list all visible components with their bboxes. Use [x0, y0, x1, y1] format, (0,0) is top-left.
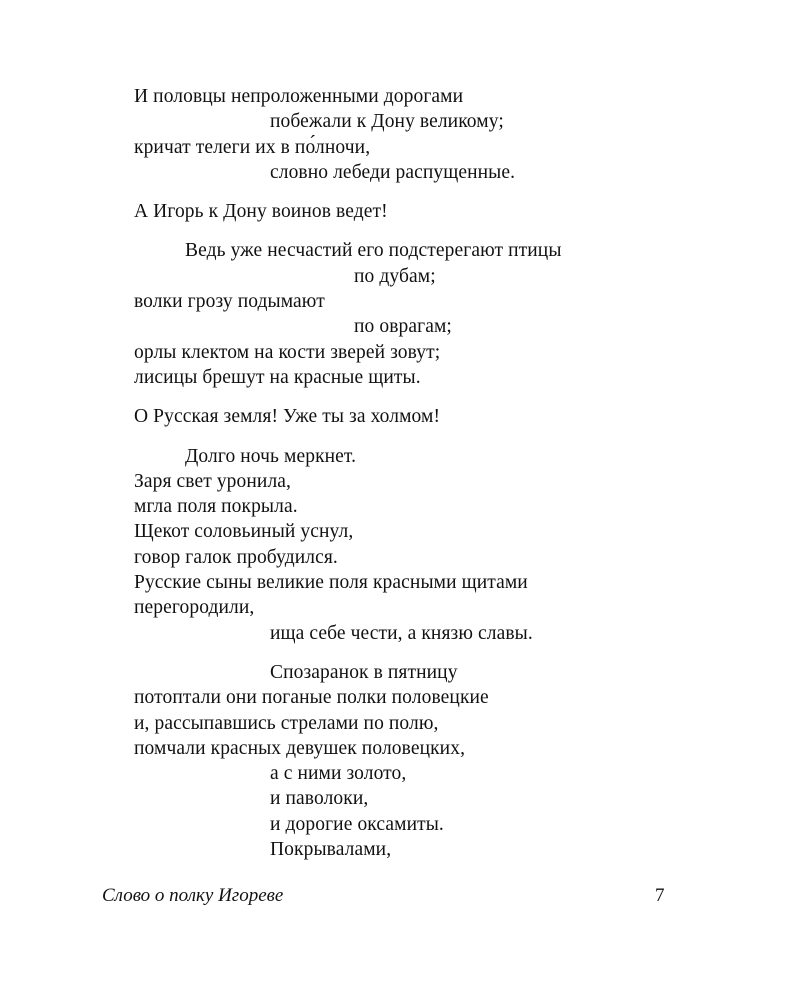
text-line: лисицы брешут на красные щиты. [134, 366, 421, 388]
text-line: а с ними золото, [270, 763, 407, 785]
page-number: 7 [655, 885, 665, 906]
text-line: помчали красных девушек половецких, [134, 737, 466, 759]
text-line: Спозаранок в пятницу [270, 661, 458, 683]
text-line: И половцы непроложенными дорогами [134, 86, 464, 107]
text-line: Заря свет уронила, [134, 470, 292, 492]
text-line: побежали к Дону великому; [270, 111, 504, 133]
text-line: кричат телеги их в по́лночи, [134, 136, 371, 158]
poem-text [134, 84, 714, 862]
text-line: орлы клектом на кости зверей зовут; [134, 341, 441, 363]
text-line: О Русская земля! Уже ты за холмом! [134, 406, 441, 428]
text-line: волки грозу подымают [134, 291, 325, 313]
text-line: по оврагам; [354, 316, 452, 338]
text-line: потоптали они поганые полки половецкие [134, 687, 489, 709]
text-line: ища себе чести, а князю славы. [270, 622, 533, 644]
text-line: Долго ночь меркнет. [185, 445, 357, 467]
text-line: Русские сыны великие поля красными щитами [134, 572, 528, 594]
running-footer-title: Слово о полку Игореве [102, 885, 284, 906]
text-line: и, рассыпавшись стрелами по полю, [134, 712, 439, 734]
text-line: словно лебеди распущенные. [270, 161, 516, 183]
text-line: и дорогие оксамиты. [270, 813, 444, 835]
text-line: Щекот соловьиный уснул, [134, 521, 354, 543]
text-line: говор галок пробудился. [134, 546, 338, 568]
text-line: мгла поля покрыла. [134, 496, 298, 518]
text-line: по дубам; [354, 265, 436, 287]
text-line: Ведь уже несчастий его подстерегают птицы [185, 240, 562, 262]
text-line: Покрывалами, [270, 839, 392, 861]
text-line: перегородили, [134, 597, 255, 619]
text-line: и паволоки, [270, 788, 369, 810]
text-line: А Игорь к Дону воинов ведет! [134, 201, 388, 223]
